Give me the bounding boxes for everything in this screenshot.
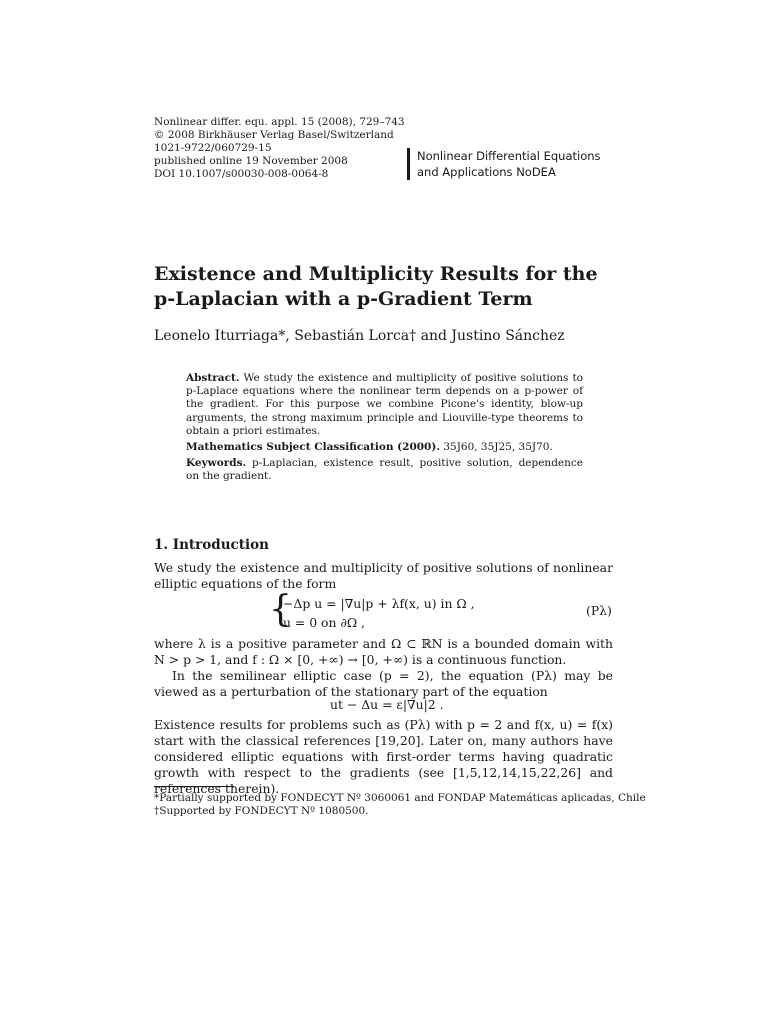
paper-title bbox=[154, 262, 624, 312]
section-heading: 1. Introduction bbox=[154, 537, 269, 553]
abstract-paragraph bbox=[186, 372, 583, 438]
msc-text: 35J60, 35J25, 35J70. bbox=[443, 441, 553, 454]
equation-label: (Pλ) bbox=[586, 603, 612, 618]
equation-display: ut − Δu = ε|∇u|2 . bbox=[330, 697, 444, 712]
journal-name-line1: Nonlinear Differential Equations bbox=[417, 149, 601, 163]
equation-line-1: −Δp u = |∇u|p + λf(x, u) in Ω , bbox=[283, 596, 475, 611]
issn-line: 1021-9722/060729-15 bbox=[154, 142, 272, 154]
abstract-label: Abstract. bbox=[186, 372, 240, 384]
keywords-label: Keywords. bbox=[186, 457, 247, 470]
intro-paragraph-4: Existence results for problems such as (Pλ) with p = 2 and f(x, u) = f(x) start with the classical references [19,20]. Later on, many authors have considered elliptic equations with first-order terms having quadratic growth with respect to the gradients (see [1,5,12,14,15,22,26] and references therein). bbox=[154, 717, 613, 796]
title-line1: Existence and Multiplicity Results for the bbox=[154, 263, 598, 285]
left-brace-icon: { bbox=[269, 589, 292, 630]
journal-name bbox=[407, 148, 601, 180]
msc-paragraph bbox=[186, 441, 583, 454]
abstract-text: We study the existence and multiplicity of positive solutions to p-Laplace equations where the nonlinear term depends on a p-power of the gradient. For this purpose we combine Picone's identity, blow-up arguments, the strong maximum principle and Liouville-type theorems to obtain a priori estimates. bbox=[186, 372, 583, 437]
equation-line-2: u = 0 on ∂Ω , bbox=[283, 615, 365, 630]
msc-label: Mathematics Subject Classification (2000). bbox=[186, 441, 440, 454]
keywords-paragraph bbox=[186, 457, 583, 483]
citation-line: Nonlinear differ. equ. appl. 15 (2008), 729–743 bbox=[154, 116, 405, 128]
intro-paragraph-3: In the semilinear elliptic case (p = 2), the equation (Pλ) may be viewed as a perturbation of the stationary part of the equation bbox=[154, 668, 613, 699]
doi-line: DOI 10.1007/s00030-008-0064-8 bbox=[154, 168, 329, 180]
journal-name-line2: and Applications NoDEA bbox=[417, 165, 556, 179]
footnote-2: †Supported by FONDECYT Nº 1080500. bbox=[154, 805, 369, 817]
keywords-text: p-Laplacian, existence result, positive solution, dependence on the gradient. bbox=[186, 457, 583, 483]
intro-paragraph-2: where λ is a positive parameter and Ω ⊂ ℝN is a bounded domain with N > p > 1, and f : Ω × [0, +∞) → [0, +∞) is a continuous function. bbox=[154, 636, 613, 667]
footnote-1: *Partially supported by FONDECYT Nº 3060061 and FONDAP Matemáticas aplicadas, Chile bbox=[154, 792, 646, 804]
copyright-line: © 2008 Birkhäuser Verlag Basel/Switzerland bbox=[154, 129, 394, 141]
footnote-rule bbox=[154, 786, 234, 787]
author-list: Leonelo Iturriaga*, Sebastián Lorca† and Justino Sánchez bbox=[154, 328, 565, 344]
publication-metadata bbox=[154, 116, 405, 181]
equation-system bbox=[269, 589, 475, 632]
abstract-block bbox=[186, 372, 583, 487]
title-line2: p-Laplacian with a p-Gradient Term bbox=[154, 288, 533, 310]
intro-paragraph-1: We study the existence and multiplicity of positive solutions of nonlinear elliptic equations of the form bbox=[154, 560, 613, 591]
published-online-line: published online 19 November 2008 bbox=[154, 155, 348, 167]
